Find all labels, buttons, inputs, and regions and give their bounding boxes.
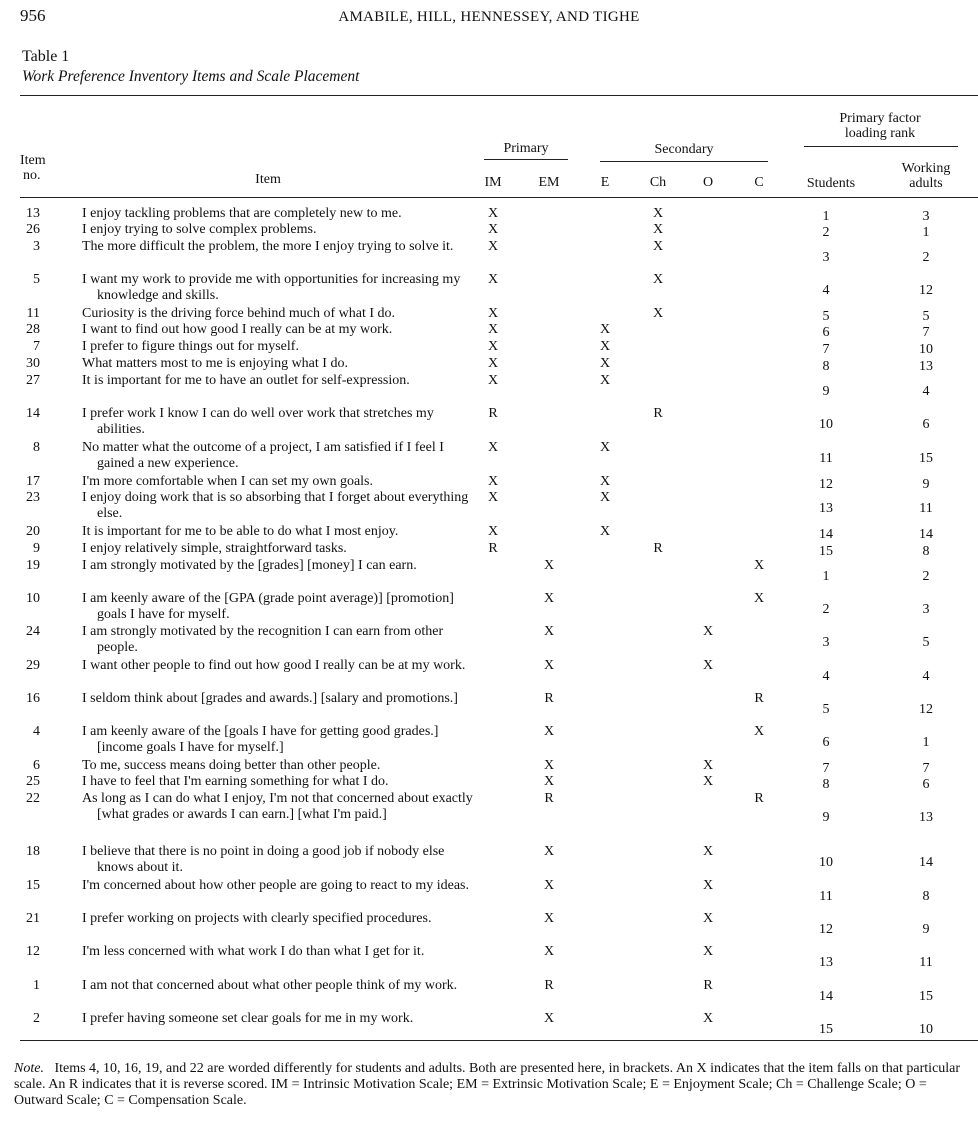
cell-adults: 5	[922, 309, 930, 324]
cell-adults: 6	[922, 777, 930, 792]
cell-adults: 3	[922, 602, 930, 617]
cell-e: X	[599, 322, 611, 337]
cell-students: 9	[822, 384, 830, 399]
cell-no: 18	[26, 844, 40, 859]
cell-no: 2	[33, 1011, 40, 1026]
cell-students: 10	[819, 855, 833, 870]
cell-item: No matter what the outcome of a project, I am satisfied if I feel I gained a new experience.	[82, 440, 444, 471]
cell-no: 11	[26, 306, 40, 321]
cell-ch: X	[652, 206, 664, 221]
cell-adults: 9	[922, 477, 930, 492]
cell-im: R	[488, 406, 498, 421]
cell-item: I prefer work I know I can do well over work that stretches my abilities.	[82, 406, 434, 437]
cell-im: X	[487, 306, 499, 321]
cell-c: X	[753, 724, 765, 739]
cell-em: X	[543, 878, 555, 893]
table-bottom-rule	[20, 1040, 978, 1041]
cell-no: 8	[33, 440, 40, 455]
cell-em: X	[543, 1011, 555, 1026]
cell-c: X	[753, 558, 765, 573]
cell-no: 25	[26, 774, 40, 789]
cell-students: 8	[822, 777, 830, 792]
header-item: Item	[255, 172, 281, 187]
cell-adults: 15	[919, 989, 933, 1004]
cell-e: X	[599, 373, 611, 388]
cell-no: 1	[33, 978, 40, 993]
cell-no: 15	[26, 878, 40, 893]
cell-im: X	[487, 222, 499, 237]
cell-o: X	[702, 878, 714, 893]
cell-em: X	[543, 774, 555, 789]
cell-students: 6	[822, 735, 830, 750]
cell-adults: 2	[922, 569, 930, 584]
cell-students: 11	[819, 451, 833, 466]
cell-item: I prefer having someone set clear goals for me in my work.	[82, 1011, 414, 1026]
cell-adults: 13	[919, 810, 933, 825]
cell-no: 30	[26, 356, 40, 371]
header-em: EM	[538, 175, 560, 190]
cell-ch: R	[653, 406, 663, 421]
cell-em: R	[544, 791, 554, 806]
cell-item: Curiosity is the driving force behind much of what I do.	[82, 306, 395, 321]
cell-item: I enjoy doing work that is so absorbing that I forget about everything else.	[82, 490, 469, 521]
cell-no: 4	[33, 724, 40, 739]
cell-ch: R	[653, 541, 663, 556]
cell-students: 6	[822, 325, 830, 340]
cell-item: I want to find out how good I really can be at my work.	[82, 322, 393, 337]
cell-em: R	[544, 691, 554, 706]
cell-item: It is important for me to have an outlet for self-expression.	[82, 373, 410, 388]
cell-item: I enjoy relatively simple, straightforward tasks.	[82, 541, 347, 556]
cell-no: 24	[26, 624, 40, 639]
cell-e: X	[599, 490, 611, 505]
cell-no: 16	[26, 691, 40, 706]
cell-em: X	[543, 724, 555, 739]
cell-item: What matters most to me is enjoying what I do.	[82, 356, 348, 371]
cell-students: 7	[822, 761, 830, 776]
cell-em: X	[543, 658, 555, 673]
cell-im: X	[487, 474, 499, 489]
header-working-adults: Working adults	[901, 161, 951, 191]
cell-no: 7	[33, 339, 40, 354]
cell-adults: 2	[922, 250, 930, 265]
cell-adults: 7	[922, 325, 930, 340]
cell-item: I want my work to provide me with opportunities for increasing my knowledge and skills.	[82, 272, 461, 303]
cell-im: X	[487, 356, 499, 371]
cell-ch: X	[652, 306, 664, 321]
cell-adults: 11	[919, 955, 933, 970]
cell-students: 15	[819, 544, 833, 559]
cell-adults: 15	[919, 451, 933, 466]
cell-no: 29	[26, 658, 40, 673]
cell-adults: 8	[922, 544, 930, 559]
cell-im: X	[487, 339, 499, 354]
cell-em: X	[543, 624, 555, 639]
cell-item: I'm concerned about how other people are going to react to my ideas.	[82, 878, 469, 893]
cell-adults: 9	[922, 922, 930, 937]
cell-c: R	[754, 791, 764, 806]
cell-no: 9	[33, 541, 40, 556]
cell-students: 10	[819, 417, 833, 432]
cell-students: 3	[822, 250, 830, 265]
cell-item: I am strongly motivated by the [grades] [money] I can earn.	[82, 558, 417, 573]
cell-no: 28	[26, 322, 40, 337]
cell-item: As long as I can do what I enjoy, I'm not that concerned about exactly [what grades or awards I can earn.] [what I'm paid.]	[82, 791, 473, 822]
cell-im: X	[487, 239, 499, 254]
cell-item: I am keenly aware of the [goals I have for getting good grades.] [income goals I have for myself.]	[82, 724, 439, 755]
cell-item: I seldom think about [grades and awards.] [salary and promotions.]	[82, 691, 458, 706]
cell-im: X	[487, 272, 499, 287]
cell-e: X	[599, 474, 611, 489]
cell-o: R	[703, 978, 713, 993]
cell-em: X	[543, 558, 555, 573]
cell-im: R	[488, 541, 498, 556]
cell-no: 14	[26, 406, 40, 421]
header-c: C	[754, 175, 764, 190]
cell-no: 22	[26, 791, 40, 806]
cell-o: X	[702, 624, 714, 639]
cell-adults: 13	[919, 359, 933, 374]
cell-item: I am keenly aware of the [GPA (grade point average)] [promotion] goals I have for myself.	[82, 591, 454, 622]
header-im: IM	[484, 175, 502, 190]
table-label: Table 1	[22, 48, 70, 65]
cell-no: 19	[26, 558, 40, 573]
cell-students: 12	[819, 922, 833, 937]
cell-item: I'm more comfortable when I can set my own goals.	[82, 474, 373, 489]
cell-students: 7	[822, 342, 830, 357]
cell-em: X	[543, 844, 555, 859]
cell-adults: 1	[922, 735, 930, 750]
cell-no: 23	[26, 490, 40, 505]
cell-no: 6	[33, 758, 40, 773]
cell-adults: 8	[922, 889, 930, 904]
cell-students: 2	[822, 602, 830, 617]
cell-students: 9	[822, 810, 830, 825]
cell-item: To me, success means doing better than other people.	[82, 758, 381, 773]
header-primary: Primary	[503, 141, 549, 156]
header-secondary: Secondary	[654, 142, 714, 157]
cell-o: X	[702, 844, 714, 859]
cell-adults: 12	[919, 702, 933, 717]
cell-em: X	[543, 758, 555, 773]
cell-students: 14	[819, 527, 833, 542]
cell-o: X	[702, 658, 714, 673]
cell-no: 26	[26, 222, 40, 237]
cell-students: 8	[822, 359, 830, 374]
cell-o: X	[702, 774, 714, 789]
header-e: E	[600, 175, 610, 190]
cell-im: X	[487, 322, 499, 337]
cell-students: 3	[822, 635, 830, 650]
cell-im: X	[487, 490, 499, 505]
page-number: 956	[20, 6, 46, 25]
cell-adults: 4	[922, 384, 930, 399]
cell-em: X	[543, 944, 555, 959]
cell-students: 13	[819, 955, 833, 970]
cell-item: I enjoy trying to solve complex problems.	[82, 222, 317, 237]
table-note	[14, 1061, 964, 1109]
cell-item: The more difficult the problem, the more I enjoy trying to solve it.	[82, 239, 454, 254]
cell-item: I'm less concerned with what work I do than what I get for it.	[82, 944, 425, 959]
cell-em: X	[543, 591, 555, 606]
cell-o: X	[702, 944, 714, 959]
cell-im: X	[487, 373, 499, 388]
cell-students: 1	[822, 569, 830, 584]
cell-students: 4	[822, 669, 830, 684]
cell-students: 15	[819, 1022, 833, 1037]
cell-ch: X	[652, 222, 664, 237]
cell-adults: 7	[922, 761, 930, 776]
cell-adults: 5	[922, 635, 930, 650]
cell-students: 1	[822, 209, 830, 224]
cell-e: X	[599, 339, 611, 354]
cell-item: I am strongly motivated by the recognition I can earn from other people.	[82, 624, 444, 655]
cell-item: I prefer working on projects with clearly specified procedures.	[82, 911, 432, 926]
cell-adults: 6	[922, 417, 930, 432]
cell-no: 10	[26, 591, 40, 606]
cell-o: X	[702, 1011, 714, 1026]
cell-no: 27	[26, 373, 40, 388]
cell-no: 5	[33, 272, 40, 287]
cell-item: I am not that concerned about what other people think of my work.	[82, 978, 458, 993]
cell-im: X	[487, 524, 499, 539]
cell-item: I believe that there is no point in doing a good job if nobody else knows about it.	[82, 844, 445, 875]
cell-no: 3	[33, 239, 40, 254]
cell-em: X	[543, 911, 555, 926]
cell-students: 11	[819, 889, 833, 904]
cell-o: X	[702, 758, 714, 773]
header-item-no: Item no.	[20, 153, 46, 183]
cell-adults: 12	[919, 283, 933, 298]
cell-students: 4	[822, 283, 830, 298]
cell-item: It is important for me to be able to do what I most enjoy.	[82, 524, 399, 539]
header-students: Students	[806, 176, 856, 191]
cell-o: X	[702, 911, 714, 926]
cell-adults: 10	[919, 342, 933, 357]
header-rank-group: Primary factor loading rank	[839, 111, 921, 141]
cell-students: 13	[819, 501, 833, 516]
cell-no: 17	[26, 474, 40, 489]
cell-e: X	[599, 524, 611, 539]
cell-adults: 1	[922, 225, 930, 240]
cell-em: R	[544, 978, 554, 993]
cell-item: I prefer to figure things out for myself.	[82, 339, 299, 354]
cell-no: 13	[26, 206, 40, 221]
cell-no: 20	[26, 524, 40, 539]
cell-item: I have to feel that I'm earning something for what I do.	[82, 774, 389, 789]
cell-im: X	[487, 440, 499, 455]
cell-c: R	[754, 691, 764, 706]
cell-adults: 4	[922, 669, 930, 684]
note-label: Note.	[14, 1061, 44, 1076]
cell-no: 12	[26, 944, 40, 959]
cell-e: X	[599, 440, 611, 455]
cell-item: I want other people to find out how good I really can be at my work.	[82, 658, 466, 673]
cell-students: 12	[819, 477, 833, 492]
cell-c: X	[753, 591, 765, 606]
cell-im: X	[487, 206, 499, 221]
cell-students: 5	[822, 702, 830, 717]
cell-adults: 10	[919, 1022, 933, 1037]
cell-adults: 14	[919, 855, 933, 870]
table-title: Work Preference Inventory Items and Scale Placement	[22, 68, 360, 85]
header-o: O	[702, 175, 714, 190]
cell-adults: 3	[922, 209, 930, 224]
cell-students: 2	[822, 225, 830, 240]
header-ch: Ch	[649, 175, 667, 190]
cell-item: I enjoy tackling problems that are completely new to me.	[82, 206, 402, 221]
cell-adults: 11	[919, 501, 933, 516]
cell-ch: X	[652, 239, 664, 254]
cell-no: 21	[26, 911, 40, 926]
note-text: Items 4, 10, 16, 19, and 22 are worded differently for students and adults. Both are presented here, in brackets. An X indicates that the item falls on that particular scale. An R indicates that it is reverse scored. IM = Intrinsic Motivation Scale; EM = Extrinsic Motivation Scale; E = Enjoyment Scale; Ch = Challenge Scale; O = Outward Scale; C = Compensation Scale.	[14, 1061, 961, 1108]
running-head: AMABILE, HILL, HENNESSEY, AND TIGHE	[338, 9, 640, 25]
cell-adults: 14	[919, 527, 933, 542]
cell-e: X	[599, 356, 611, 371]
cell-students: 14	[819, 989, 833, 1004]
cell-ch: X	[652, 272, 664, 287]
cell-students: 5	[822, 309, 830, 324]
